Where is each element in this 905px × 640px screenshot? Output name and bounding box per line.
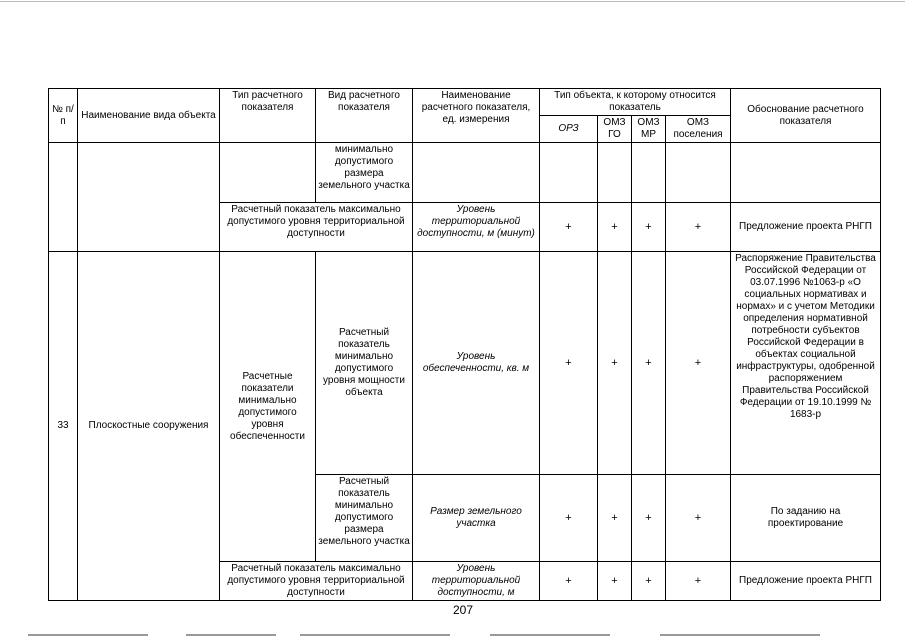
plus-mark: + xyxy=(540,252,598,475)
page-top-edge xyxy=(0,1,905,2)
footer-rule xyxy=(186,634,276,636)
table-row xyxy=(49,143,881,203)
cont-go-cell xyxy=(598,143,632,203)
header-omz-go: ОМЗ ГО xyxy=(598,116,632,143)
cont-max-basis: Предложение проекта РНГП xyxy=(731,203,881,252)
cont-basis-cell xyxy=(731,143,881,203)
plus-mark: + xyxy=(666,562,731,601)
footer-rule xyxy=(660,634,820,636)
row33-type: Расчетные показатели минимально допустимого уровня обеспеченности xyxy=(220,252,316,562)
header-indicator-kind: Вид расчетного показателя xyxy=(316,89,413,143)
cont-object-cell xyxy=(78,143,220,252)
plus-mark: + xyxy=(666,252,731,475)
header-object-group: Тип объекта, к которому относится показатель xyxy=(540,89,731,116)
plus-mark: + xyxy=(632,562,666,601)
plus-mark: + xyxy=(666,475,731,562)
header-indicator-type: Тип расчетного показателя xyxy=(220,89,316,143)
row33-kind-2: Расчетный показатель минимально допустимого размера земельного участка xyxy=(316,475,413,562)
row33-kind-1: Расчетный показатель минимально допустимого уровня мощности объекта xyxy=(316,252,413,475)
footer-rule xyxy=(490,634,610,636)
cont-num-cell xyxy=(49,143,78,252)
plus-mark: + xyxy=(632,252,666,475)
plus-mark: + xyxy=(598,475,632,562)
table-row xyxy=(49,252,881,475)
cont-mr-cell xyxy=(632,143,666,203)
row33-max-name: Уровень территориальной доступности, м xyxy=(413,562,540,601)
cont-kind-cell: минимально допустимого размера земельного участка xyxy=(316,143,413,203)
header-num: № п/п xyxy=(49,89,78,143)
cont-orz-cell xyxy=(540,143,598,203)
row33-max-basis: Предложение проекта РНГП xyxy=(731,562,881,601)
row33-object: Плоскостные сооружения xyxy=(78,252,220,601)
header-basis: Обоснование расчетного показателя xyxy=(731,89,881,143)
plus-mark: + xyxy=(632,203,666,252)
header-omz-pos: ОМЗ поселения xyxy=(666,116,731,143)
plus-mark: + xyxy=(666,203,731,252)
indicators-table xyxy=(48,88,881,601)
header-indicator-name: Наименование расчетного показателя, ед. измерения xyxy=(413,89,540,143)
row33-max-type: Расчетный показатель максимально допустимого уровня территориальной доступности xyxy=(220,562,413,601)
row33-num: 33 xyxy=(49,252,78,601)
plus-mark: + xyxy=(540,203,598,252)
cont-max-type: Расчетный показатель максимально допустимого уровня территориальной доступности xyxy=(220,203,413,252)
row33-basis-1: Распоряжение Правительства Российской Федерации от 03.07.1996 №1063-р «О социальных нормативах и нормах» и с учетом Методики определения нормативной потребности субъектов Российской Федерации в объектах социальной инфраструктуры, одобренной распоряжением Правительства Российской Федерации от 19.10.1999 № 1683-р xyxy=(731,252,881,475)
cont-type-cell xyxy=(220,143,316,203)
header-omz-mr: ОМЗ МР xyxy=(632,116,666,143)
cont-max-name: Уровень территориальной доступности, м (минут) xyxy=(413,203,540,252)
cont-pos-cell xyxy=(666,143,731,203)
header-row-1 xyxy=(49,89,881,116)
plus-mark: + xyxy=(632,475,666,562)
header-object-type: Наименование вида объекта xyxy=(78,89,220,143)
plus-mark: + xyxy=(540,562,598,601)
footer-rule xyxy=(300,634,450,636)
row33-name-1: Уровень обеспеченности, кв. м xyxy=(413,252,540,475)
plus-mark: + xyxy=(598,252,632,475)
footer-rule xyxy=(28,634,148,636)
plus-mark: + xyxy=(598,562,632,601)
plus-mark: + xyxy=(598,203,632,252)
page-number: 207 xyxy=(452,603,474,617)
row33-name-2: Размер земельного участка xyxy=(413,475,540,562)
header-orz: ОРЗ xyxy=(540,116,598,143)
row33-basis-2: По заданию на проектирование xyxy=(731,475,881,562)
plus-mark: + xyxy=(540,475,598,562)
cont-name-cell xyxy=(413,143,540,203)
